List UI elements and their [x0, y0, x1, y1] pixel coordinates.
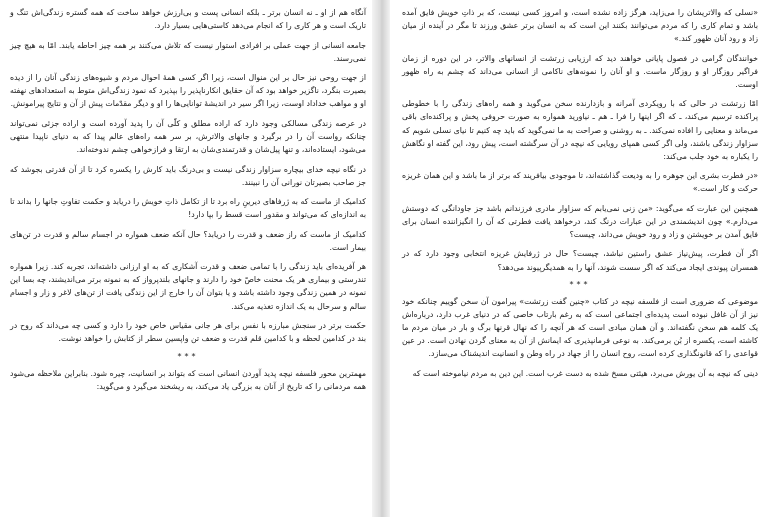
- paragraph: امّا زرتشت در حالی که با رویکردی آمرانه و بازدارنده سخن می‌گوید و همه راه‌های زندگی را با خطوطی پراکنده ترسیم می‌کند، ـ که اگر اینها را فرا ـ هم ـ نیاورید همواره به صورت حروفی پخش و پراکنده‌ای باقی می‌ماند و معنایی را افاده نمی‌کند. ـ به روشنی و صراحت به ما نمی‌گوید که باید چه کنیم تا نیای نسلی شویم که سزاوار زندگی باشند، ولی اگر کسی همپای رویایی که نیچه در آن سرگشته است، پیش رود، این گفته او نگاهش را یکباره به خود جلب می‌کند:: [402, 99, 758, 161]
- section-separator: ***: [177, 351, 199, 361]
- paragraph: مهمترین محور فلسفه نیچه پدید آوردن انسانی است که بتواند بر انسانیت، چیره شود. بنابراین ملاحظه می‌شود همه مردمانی را که تاریخ از آنان به بزرگی یاد می‌کند، به ریشخند می‌گیرد و می‌گوید:: [10, 368, 366, 391]
- right-page-text: [398, 0, 762, 380]
- paragraph: هر آفریده‌ای باید زندگی را با تمامی ضعف و قدرت آشکاری که به او ارزانی داشته‌اند، تجربه کند. زیرا همواره تندرستی و بیماری هر یک محنت خاصّ خود را دارند و جانهای بلندپرواز که به نمونه برتر می‌اندیشند، چه بسا این نمونه در همین زندگی وجود داشته باشد و یا بتوان آن را خارج از این زندگی یافت از تن‌های لاغر و زار و اجسام سالم و سرحال به یک اندازه تغذیه می‌کند.: [10, 262, 366, 311]
- paragraph: کدامیک از ماست که راز ضعف و قدرت را دریابد؟ حال آنکه ضعف همواره در اجسام سالم و قدرت در تن‌های بیمار است.: [10, 229, 366, 252]
- paragraph: جامعه انسانی از جهت عملی بر افرادی استوار نیست که تلاش می‌کنند بر همه چیز احاطه یابند. امّا به هیچ چیز نمی‌رسند.: [10, 40, 366, 63]
- left-page: [6, 0, 370, 517]
- paragraph: موضوعی که ضروری است از فلسفه نیچه در کتاب «چنین گفت زرتشت» پیرامون آن سخن گوییم چنانکه خود نیز از آن غافل نبوده است پدیده‌ای اجتماعی است که به رغم بارتاب خاصی که در دنیای غرب دارد، درباره‌اش یک کلمه هم سخن نگفته‌اند. و آن همان مبادی است که هر آنچه را که نهال قرنها برگ و بار در میان مردم ما کاشته است، یکسره از بُن برمی‌کند. به نوعی فرمانپذیری که ایمانش از آن به معنای گردن نهادن است. در عین قواعدی را که قانونگذاری کرده است، روح انسان را از جهاد در راه وطن و انسانیت اندیشناک می‌سازد.: [402, 297, 758, 359]
- paragraph: در عرصه زندگی مسالکی وجود دارد که اراده مطلق و کلّی آن را پدید آورده است و اراده جزئی نمی‌تواند چنانکه روا‌ست آن را در برگیرد و جانهای والاترش، بر سر همه راه‌های عالم پیدا که به دنیای ناپیدا منتهی می‌شود، ایستاده‌اند، و تنها پیل‌شان و قدرتمندی‌شان به ارتقا و فرازخواهی چشم ندوخته‌اند.: [10, 118, 366, 155]
- paragraph: خوانندگان گرامی در فصول پایانی خواهند دید که ارزیابی زرتشت از انسانهای والاتر، در این دوره از زمان فراگیر روزگار او و روزگار ماست. و او آنان را نمونه‌های ناکامی از انسانی می‌داند که چشم به راه ظهور اوست.: [402, 53, 758, 89]
- paragraph: کدامیک از ماست که به ژرفاهای دیرینِ راه برد تا از تکامل ذاتِ خویش را دریابد و حکمت تفاوتِ جانها را بداند تا به اندازه‌ای که می‌تواند و مقدور است قسط را بپا دارد!: [10, 197, 366, 220]
- left-page-text: [6, 0, 370, 393]
- paragraph: در نگاه نیچه خدای بیچاره سزاوار زندگی نیست و بی‌درنگ باید کارش را یکسره کرد تا از آن قدرتی بجوشد که جز صاحب بصیرتان نورانی آن را نبینند.: [10, 164, 366, 187]
- paragraph: «در فطرت بشری این جوهره را به ودیعت گذاشته‌اند، تا موجودی بیافریند که برتر از ما باشد و این همان غریزه حرکت و کار است.»: [402, 171, 758, 194]
- paragraph: حکمت برتر در سنجش مبارزه با نفس برای هر جانی مقیاس خاص خود را دارد و کسی چه می‌داند که روح در بند در کدامین لحظه و با کدامین قلم قدرت و ضعف تن واپسین سطر از کتابش را خواهد نوشت.: [10, 321, 366, 344]
- paragraph: «نسلی که والاتریشان را می‌زاید، هرگز زاده نشده است، و امروز کسی نیست، که بر ذاتِ خویش فایق آمده باشد و تمام کاری را که مردم می‌توانند بکنند این است که به انسان برتر عشق ورزند تا مگر در آینده از میان زاد و رود آنان ظهور کند.»: [402, 8, 758, 44]
- paragraph: از جهت روحی نیز حال بر این منوال است، زیرا اگر کسی همهٔ احوال مردم و شیوه‌های زندگی آنان را از دیده بصیرت بنگرد، ناگزیر خواهد بود که آن حقایق انکارناپذیر را بپذیرد که نمود زندگی‌اش متوط به استعدادهای نهفته او و مواهب خداداد اوست، زیرا اگر سیر در اندیشهٔ توانایی‌ها را او و دیگر مقدّمات پیش از آن و نتایج پیرامونش.: [10, 73, 366, 109]
- paragraph: دینی که نیچه به آن یورش می‌برد، هیئتی مسخ شده به دست غرب است. این دین به مردم نیامو‌خته است که: [412, 368, 758, 378]
- right-page: [398, 0, 762, 517]
- paragraph: آنگاه هم از او ـ نه انسان برتر ـ بلکه انسانی پست و بی‌ارزش خواهد ساخت که همه گستره زندگی‌اش تنگ و تاریک است و هر کاری را که انجام می‌دهد کاستی‌هایی بسیار دارد.: [10, 8, 366, 31]
- paragraph: همچنین این عبارت که می‌گوید: «من زنی نمی‌یابم که سزاوار مادری فرزندانم باشد جز جاودانگی که دوستش می‌دارم.» چون اندیشمندی در این عبارات درنگ کند، درخواهد یافت فطرتی که آن را انگیزاننده انسان برای فایق آمدن بر خویشتن و زاد و رود خویش می‌داند، چیست؟: [402, 203, 758, 239]
- book-gutter: [372, 0, 390, 517]
- paragraph: اگر آن فطرت، پیش‌نیاز عشق راستین نباشد، چیست؟ حال در ژرفایش غریزه انتخابی وجود دارد که در همسران پیوندی ایجاد می‌کند که اگر سست شوند، آنها را به همدیگرپیوند می‌دهد؟: [402, 249, 758, 272]
- section-separator: ***: [569, 280, 591, 290]
